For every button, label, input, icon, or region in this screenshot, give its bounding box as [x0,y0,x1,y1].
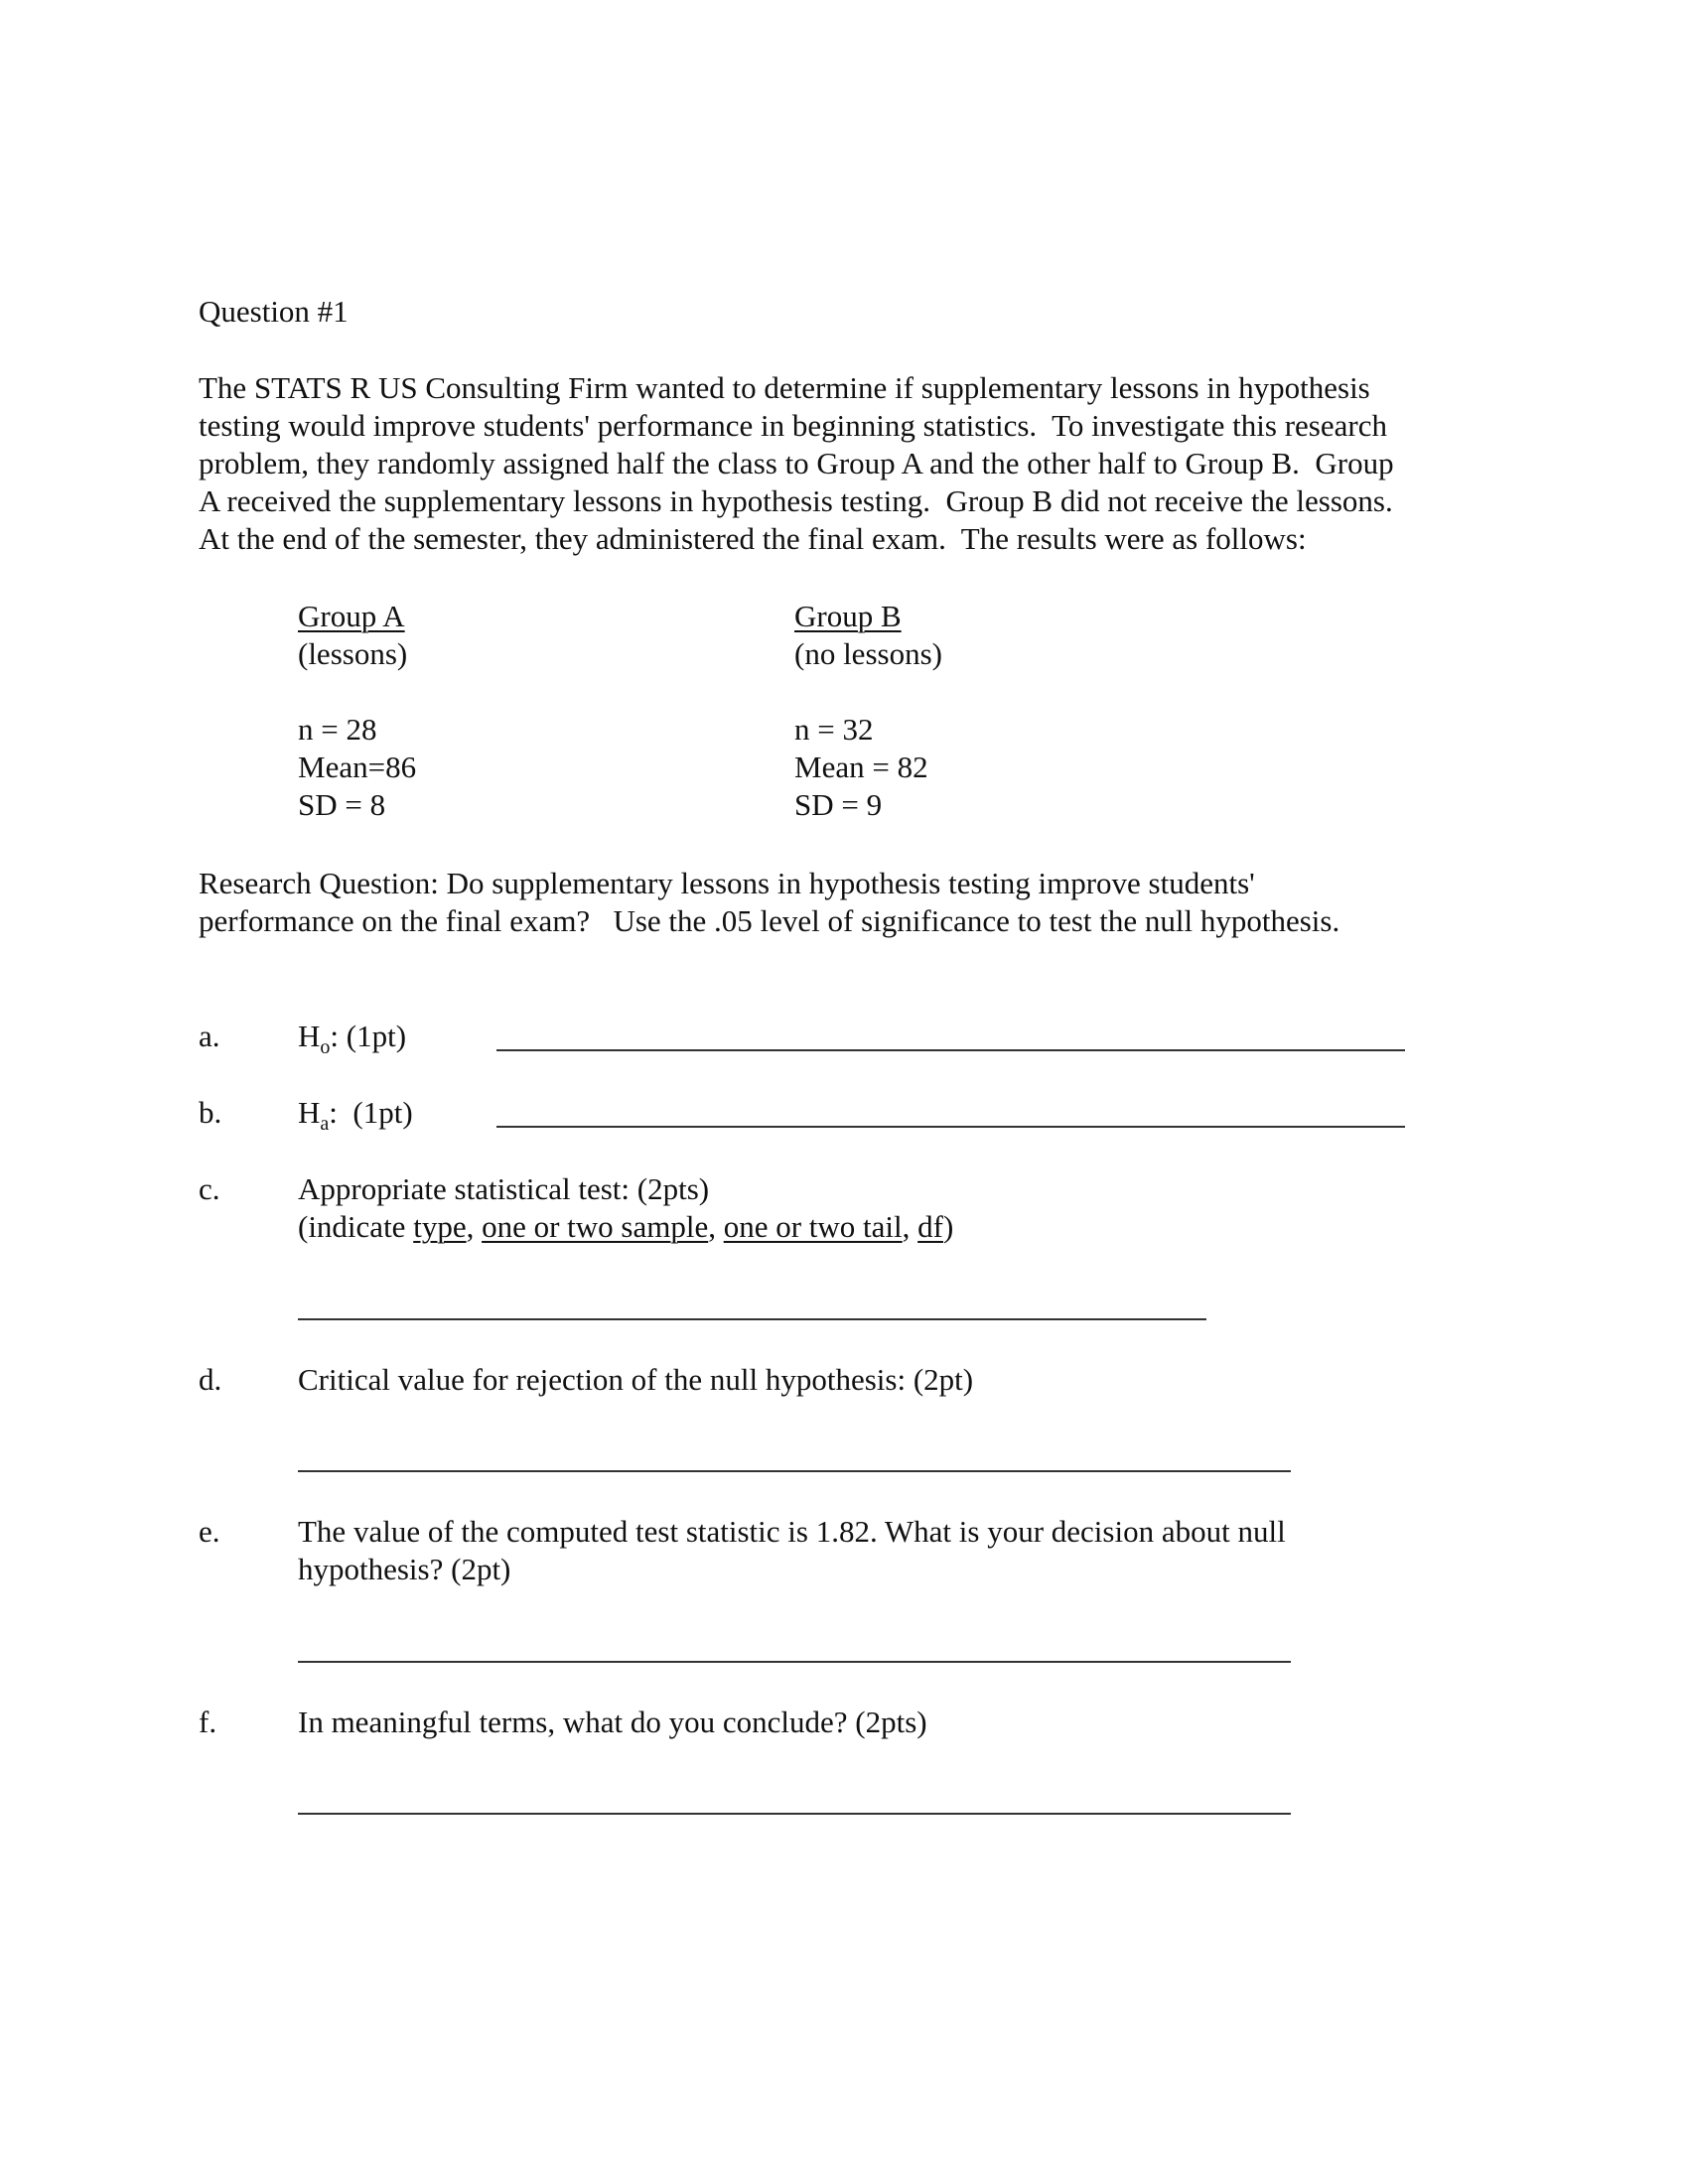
group-b-subtitle: (no lessons) [794,636,942,671]
item-f-text: In meaningful terms, what do you conclude? (2pts) [298,1705,927,1739]
item-b-label: b. [199,1095,222,1130]
item-a-answer-line[interactable] [496,1049,1405,1051]
group-b-mean: Mean = 82 [794,750,928,784]
item-a-prompt [298,1018,407,1059]
item-f-answer-line[interactable] [298,1813,1291,1815]
null-hypothesis-symbol: H [298,1019,321,1053]
alt-hypothesis-subscript: a [320,1113,330,1136]
item-c-answer-line[interactable] [298,1318,1206,1320]
intro-line: problem, they randomly assigned half the class to Group A and the other half to Group B. Group [199,446,1394,480]
intro-line: A received the supplementary lessons in hypothesis testing. Group B did not receive the lessons. [199,483,1393,518]
intro-line: The STATS R US Consulting Firm wanted to determine if supplementary lessons in hypothesis [199,370,1370,405]
item-e-answer-line[interactable] [298,1661,1291,1663]
intro-line: testing would improve students' performance in beginning statistics. To investigate this research [199,408,1387,443]
item-d-text: Critical value for rejection of the null hypothesis: (2pt) [298,1362,974,1397]
item-c-hint [298,1208,953,1246]
intro-paragraph [199,369,1509,558]
group-b-sd: SD = 9 [794,787,883,822]
hint-type: type [413,1209,467,1244]
item-c-text: Appropriate statistical test: (2pts) [298,1171,710,1206]
item-e-label: e. [199,1514,220,1549]
group-a-name: Group A [298,599,405,633]
item-e-line1: The value of the computed test statistic is 1.82. What is your decision about null [298,1514,1286,1549]
hint-separator: , [466,1209,483,1244]
hint-sample: one or two sample [482,1209,709,1244]
group-a-sd: SD = 8 [298,787,386,822]
item-c-prompt [298,1170,953,1246]
hint-separator: , [708,1209,724,1244]
group-a-subtitle: (lessons) [298,636,408,671]
research-question-line: Research Question: Do supplementary lessons in hypothesis testing improve students' [199,866,1255,900]
research-question [199,865,1509,940]
item-b-points: : (1pt) [329,1095,413,1130]
group-a-mean: Mean=86 [298,750,417,784]
item-f-label: f. [199,1705,217,1739]
item-b-answer-line[interactable] [496,1126,1405,1128]
alt-hypothesis-symbol: H [298,1095,321,1130]
group-b-name: Group B [794,599,902,633]
null-hypothesis-subscript: o [320,1036,331,1059]
group-a-n: n = 28 [298,712,377,747]
item-c-label: c. [199,1171,220,1206]
research-question-line: performance on the final exam? Use the .05 level of significance to test the null hypothesis. [199,903,1340,938]
item-e-line2: hypothesis? (2pt) [298,1552,511,1586]
group-a-block [298,598,416,824]
item-e-prompt [298,1513,1286,1588]
group-b-n: n = 32 [794,712,874,747]
item-d-label: d. [199,1362,222,1397]
item-a-points: : (1pt) [330,1019,407,1053]
hint-close: ) [942,1209,954,1244]
intro-line: At the end of the semester, they administered the final exam. The results were as follows: [199,521,1307,556]
hint-tail: one or two tail [723,1209,903,1244]
question-title: Question #1 [199,294,349,329]
hint-open: (indicate [298,1209,414,1244]
item-a-label: a. [199,1019,220,1053]
item-b-prompt [298,1094,413,1136]
hint-df: df [917,1209,943,1244]
group-b-block [794,598,942,824]
hint-separator: , [902,1209,918,1244]
item-d-answer-line[interactable] [298,1470,1291,1472]
